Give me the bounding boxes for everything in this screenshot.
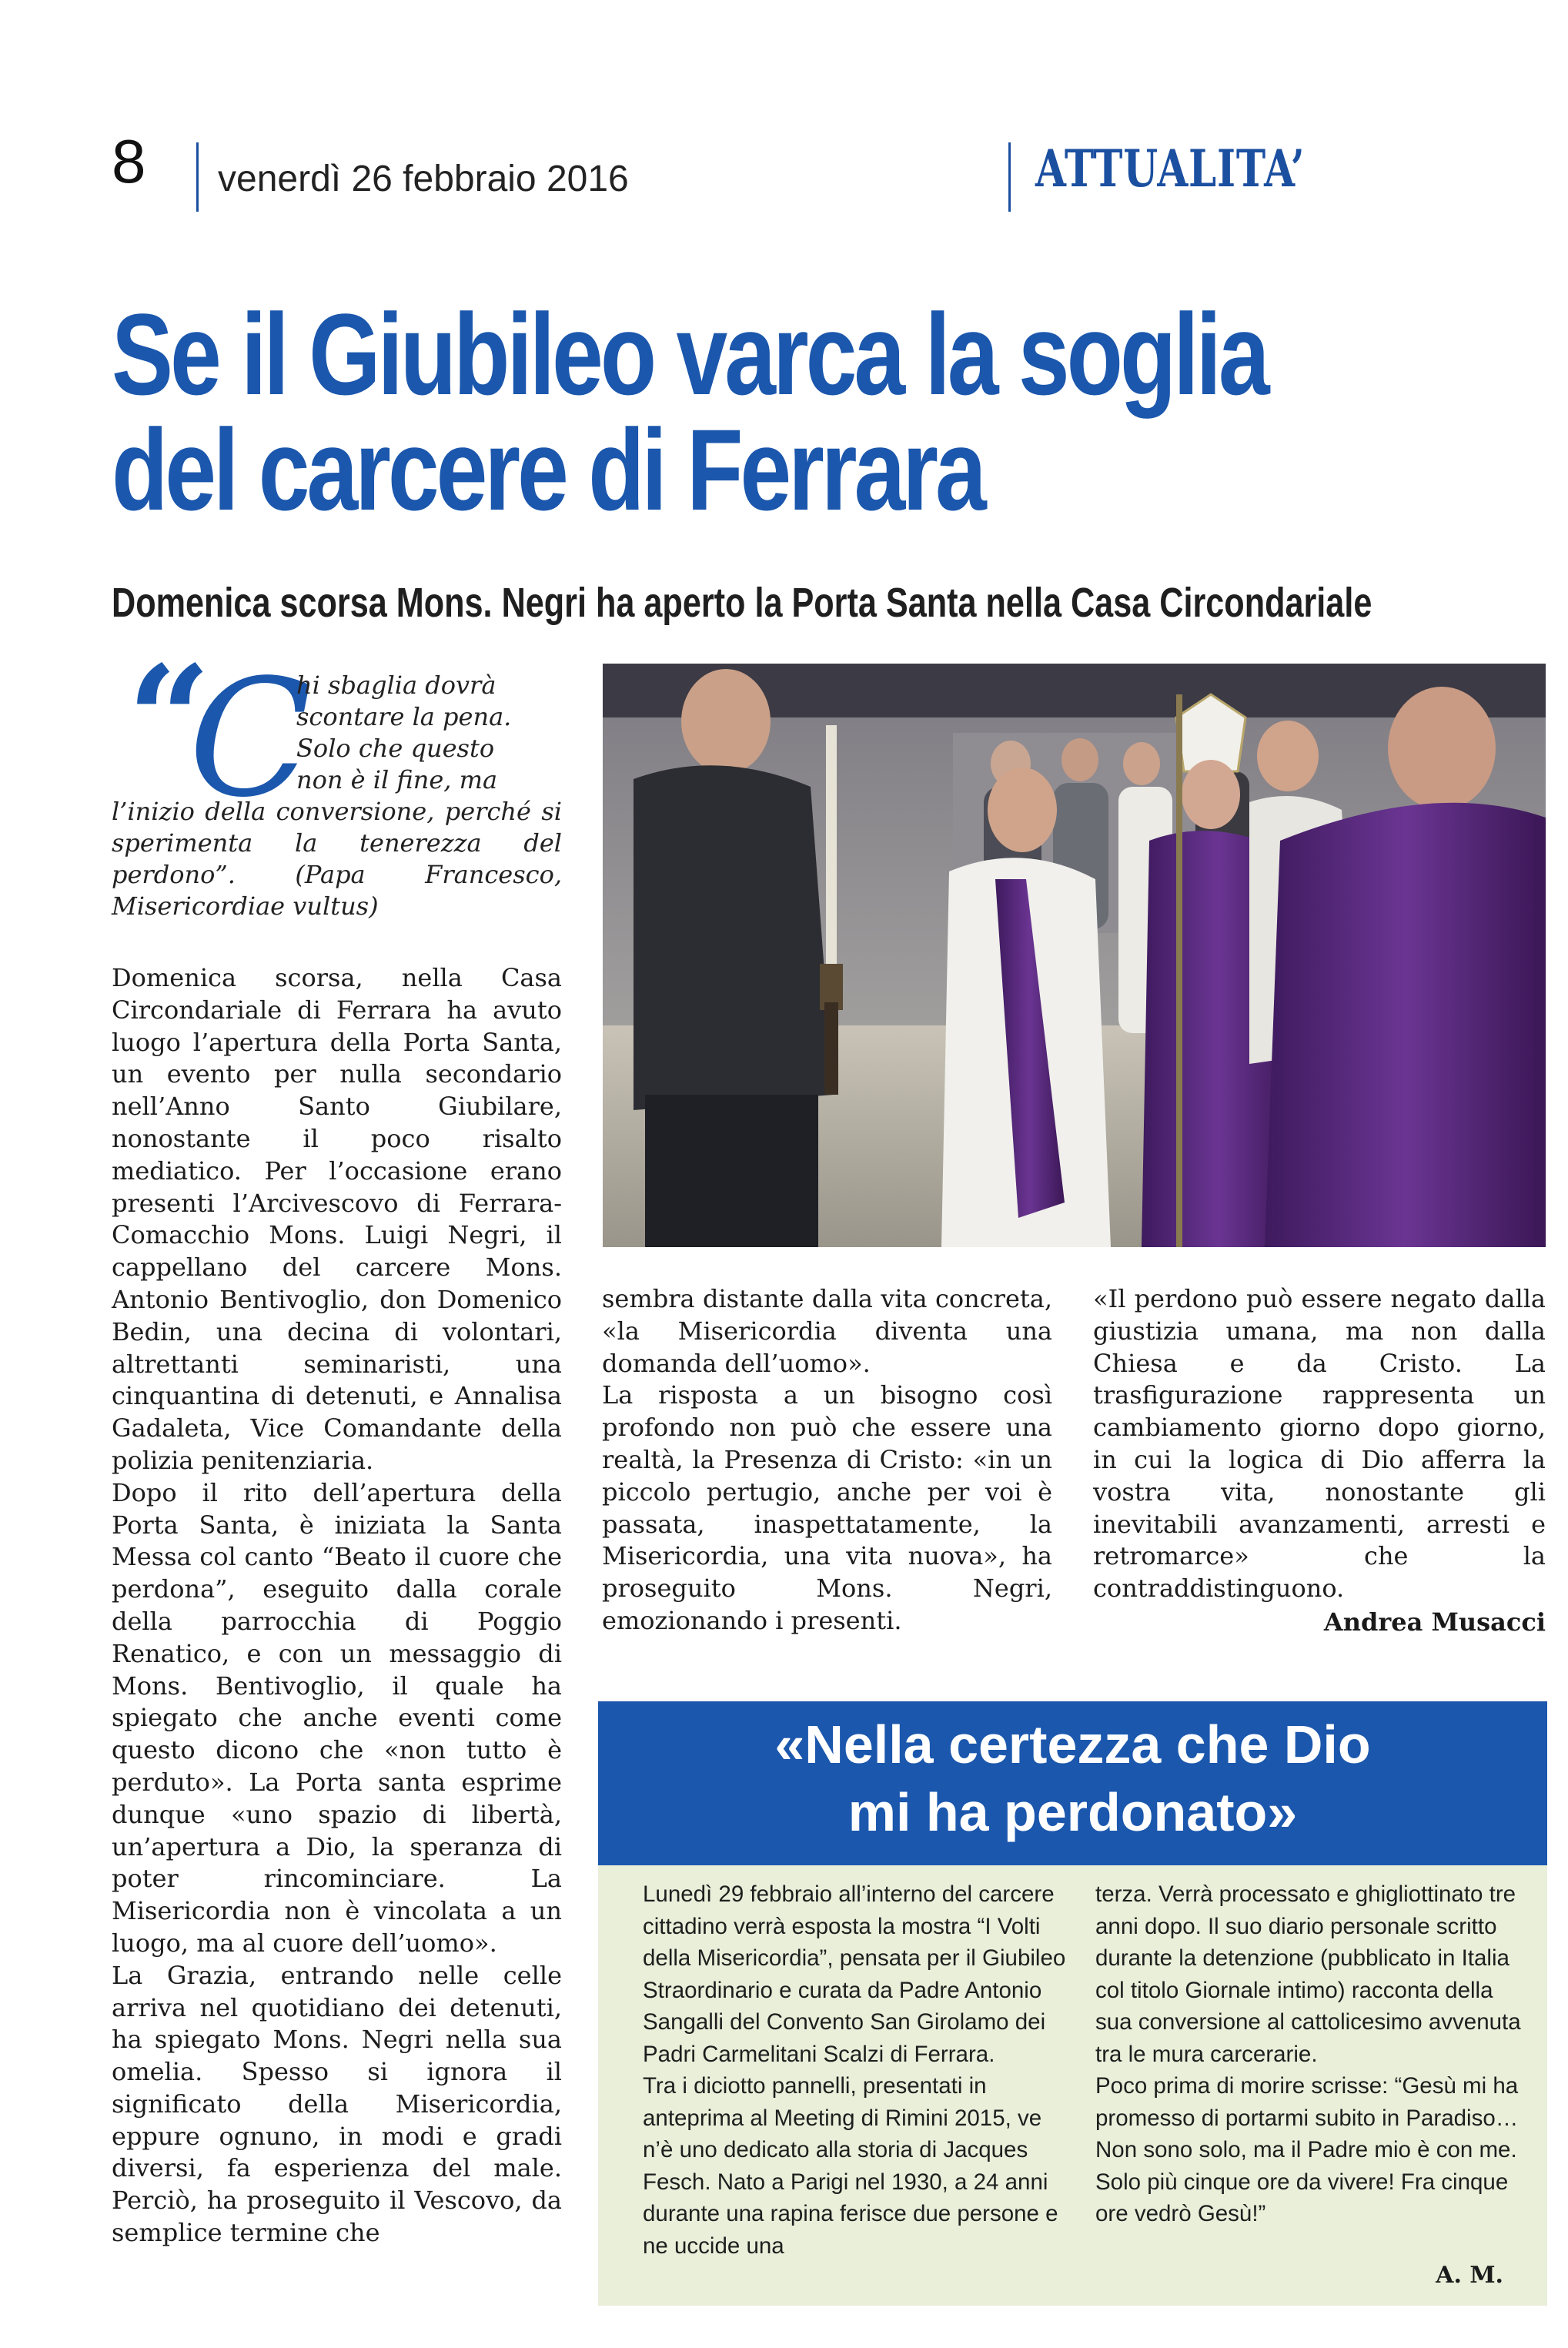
byline: Andrea Musacci [1323, 1607, 1546, 1637]
header-divider [1008, 142, 1011, 212]
paragraph: Poco prima di morire scrisse: “Gesù mi ha promesso di portarmi subito in Paradiso…Non sono solo, ma il Padre mio è con me. Solo più cinque ore da vivere! Fra cinque ore vedrò Gesù!” [1095, 2073, 1519, 2226]
paragraph: La Grazia, entrando nelle celle arriva nel quotidiano dei detenuti, ha spiegato Mons. Negri nella sua omelia. Spesso si ignora il significato della Misericordia, eppure ognuno, in modi e gradi diversi, fa esperienza del male. Perciò, ha proseguito il Vescovo, da semplice termine che [112, 1960, 562, 2248]
header-divider [196, 142, 199, 212]
paragraph: terza. Verrà processato e ghigliottinato tre anni dopo. Il suo diario personale scritto durante la detenzione (pubblicato in Italia col titolo Giornale intimo) racconta della sua conversione al cattolicesimo avvenuta tra le mura carcerarie. [1095, 1881, 1521, 2067]
subheadline: Domenica scorsa Mons. Negri ha aperto la Porta Santa nella Casa Circondariale [112, 580, 1372, 626]
quote-mark-icon: “ [127, 634, 212, 805]
headline-line: del carcere di Ferrara [112, 405, 984, 534]
box-signature: A. M. [1436, 2262, 1503, 2289]
issue-date: venerdì 26 febbraio 2016 [218, 159, 629, 199]
article-column-2 [602, 1283, 1052, 1637]
drop-cap: C [189, 644, 313, 833]
box-column-1 [643, 1878, 1074, 2262]
sidebar-box-title [598, 1711, 1547, 1846]
paragraph: «Il perdono può essere negato dalla giustizia umana, ma non dalla Chiesa e da Cristo. La trasfigurazione rappresenta un cambiamento giorno dopo giorno, in cui la logica di Dio afferra la vostra vita, nonostante gli inevitabili avanzamenti, arresti e retromarce» che la contraddistinguono. [1093, 1284, 1546, 1604]
box-title-line: mi ha perdonato» [848, 1782, 1298, 1842]
paragraph: Dopo il rito dell’apertura della Porta Santa, è iniziata la Santa Messa col canto “Beato il cuore che perdona”, eseguito dalla corale della parrocchia di Poggio Renatico, e con un messaggio di Mons. Bentivoglio, il quale ha spiegato che anche eventi come questo dicono che «non tutto è perduto». La Porta santa esprime dunque «uno spazio di libertà, un’apertura a Dio, la speranza di poter rincominciare. La Misericordia non è vincolata a un luogo, ma al cuore dell’uomo». [112, 1477, 562, 1958]
paragraph: Tra i diciotto pannelli, presentati in anteprima al Meeting di Rimini 2015, ve n’è uno dedicato alla storia di Jacques Fesch. Nato a Parigi nel 1930, a 24 anni durante una rapina ferisce due persone e ne uccide una [643, 2073, 1058, 2259]
section-title: ATTUALITA’ [1035, 139, 1306, 199]
quote-line: Solo che questo [296, 734, 495, 763]
paragraph: Domenica scorsa, nella Casa Circondariale di Ferrara ha avuto luogo l’apertura della Porta Santa, un evento per nulla secondario nell’Anno Santo Giubilare, nonostante il poco risalto mediatico. Per l’occasione erano presenti l’Arcivescovo di Ferrara-Comacchio Mons. Luigi Negri, il cappellano del carcere Mons. Antonio Bentivoglio, don Domenico Bedin, una decina di volontari, altrettanti seminaristi, una cinquantina di detenuti, e Annalisa Gadaleta, Vice Comandante della polizia penitenziaria. [112, 963, 562, 1475]
paragraph: Lunedì 29 febbraio all’interno del carcere cittadino verrà esposta la mostra “I Volti della Misericordia”, pensata per il Giubileo Straordinario e curata da Padre Antonio Sangalli del Convento San Girolamo dei Padri Carmelitani Scalzi di Ferrara. [643, 1881, 1066, 2067]
quote-line: non è il fine, ma [296, 765, 498, 794]
article-photo [603, 664, 1546, 1247]
box-column-2 [1095, 1878, 1526, 2230]
page-number: 8 [112, 127, 146, 196]
quote-rest: l’inizio della conversione, perché si sperimenta la tenerezza del perdono”. (Papa Francesco, Misericordiae vultus) [112, 797, 562, 921]
quote-line: hi sbaglia dovrà [296, 671, 496, 700]
article-column-3 [1093, 1283, 1546, 1605]
headline-line: Se il Giubileo varca la soglia [112, 289, 1267, 419]
quote-line: scontare la pena. [296, 702, 512, 731]
box-title-line: «Nella certezza che Dio [774, 1714, 1371, 1774]
article-column-1 [112, 962, 562, 2249]
headline [112, 289, 1282, 534]
paragraph: La risposta a un bisogno così profondo non può che essere una realtà, la Presenza di Cristo: «in un piccolo pertugio, anche per voi è passata, inaspettatamente, la Misericordia, una vita nuova», ha proseguito Mons. Negri, emozionando i presenti. [602, 1380, 1052, 1635]
ceremony-photo [603, 664, 1546, 1247]
paragraph: sembra distante dalla vita concreta, «la Misericordia diventa una domanda dell’uomo». [602, 1284, 1052, 1378]
opening-quote [112, 670, 562, 922]
